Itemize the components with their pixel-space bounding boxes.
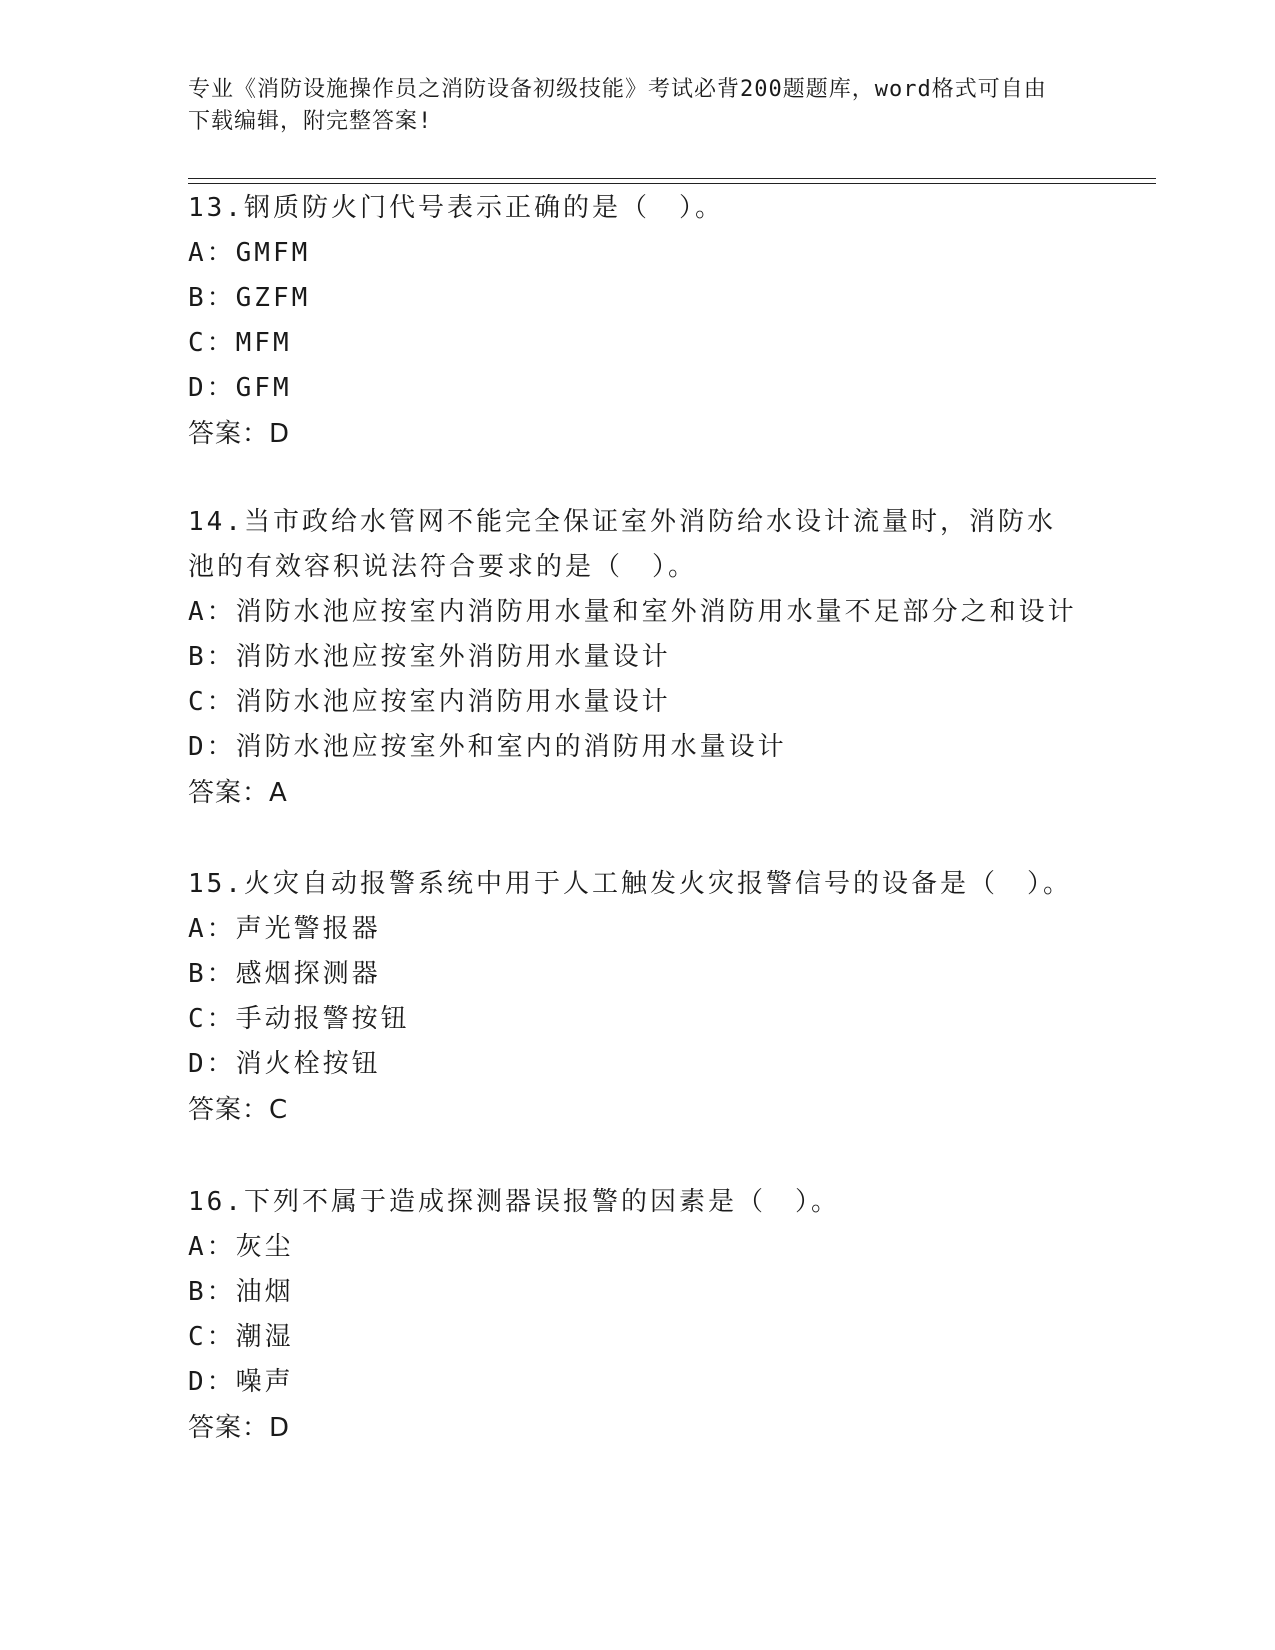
answer-line bbox=[188, 411, 1088, 457]
option-c: C：消防水池应按室内消防用水量设计 bbox=[188, 687, 671, 717]
answer-value: D bbox=[269, 419, 291, 449]
option-a: A：GMFM bbox=[188, 238, 311, 268]
option-b: B：感烟探测器 bbox=[188, 959, 381, 989]
option-c: C：手动报警按钮 bbox=[188, 1004, 410, 1034]
question-stem: 16.下列不属于造成探测器误报警的因素是（ ）。 bbox=[188, 1187, 840, 1217]
question-stem: 13.钢质防火门代号表示正确的是（ ）。 bbox=[188, 193, 724, 223]
option-a: A：灰尘 bbox=[188, 1232, 294, 1262]
answer-line bbox=[188, 1087, 1088, 1133]
header-rule-top bbox=[188, 178, 1156, 179]
answer-value: D bbox=[269, 1413, 291, 1443]
answer-label: 答案： bbox=[188, 778, 270, 808]
option-d: D：消防水池应按室外和室内的消防用水量设计 bbox=[188, 732, 787, 762]
question-15 bbox=[188, 862, 1088, 1133]
option-a: A：声光警报器 bbox=[188, 914, 381, 944]
option-d: D：GFM bbox=[188, 373, 292, 403]
answer-value: C bbox=[269, 1095, 289, 1125]
option-d: D：噪声 bbox=[188, 1367, 294, 1397]
question-16 bbox=[188, 1180, 1088, 1451]
answer-line bbox=[188, 1405, 1088, 1451]
answer-label: 答案： bbox=[188, 419, 270, 449]
question-14 bbox=[188, 500, 1088, 816]
option-b: B：消防水池应按室外消防用水量设计 bbox=[188, 642, 671, 672]
question-stem: 15.火灾自动报警系统中用于人工触发火灾报警信号的设备是（ ）。 bbox=[188, 869, 1072, 899]
answer-label: 答案： bbox=[188, 1413, 270, 1443]
question-13 bbox=[188, 186, 1088, 457]
answer-label: 答案： bbox=[188, 1095, 270, 1125]
option-c: C：MFM bbox=[188, 328, 292, 358]
answer-line bbox=[188, 770, 1088, 816]
option-b: B：GZFM bbox=[188, 283, 311, 313]
option-a: A：消防水池应按室内消防用水量和室外消防用水量不足部分之和设计 bbox=[188, 597, 1077, 627]
header-rule-bottom bbox=[188, 183, 1156, 184]
question-stem: 14.当市政给水管网不能完全保证室外消防给水设计流量时，消防水池的有效容积说法符合要求的是（ ）。 bbox=[188, 507, 1056, 582]
document-header: 专业《消防设施操作员之消防设备初级技能》考试必背200题题库，word格式可自由下载编辑，附完整答案! bbox=[188, 77, 1047, 134]
answer-value: A bbox=[269, 778, 288, 808]
option-d: D：消火栓按钮 bbox=[188, 1049, 381, 1079]
option-b: B：油烟 bbox=[188, 1277, 294, 1307]
option-c: C：潮湿 bbox=[188, 1322, 294, 1352]
